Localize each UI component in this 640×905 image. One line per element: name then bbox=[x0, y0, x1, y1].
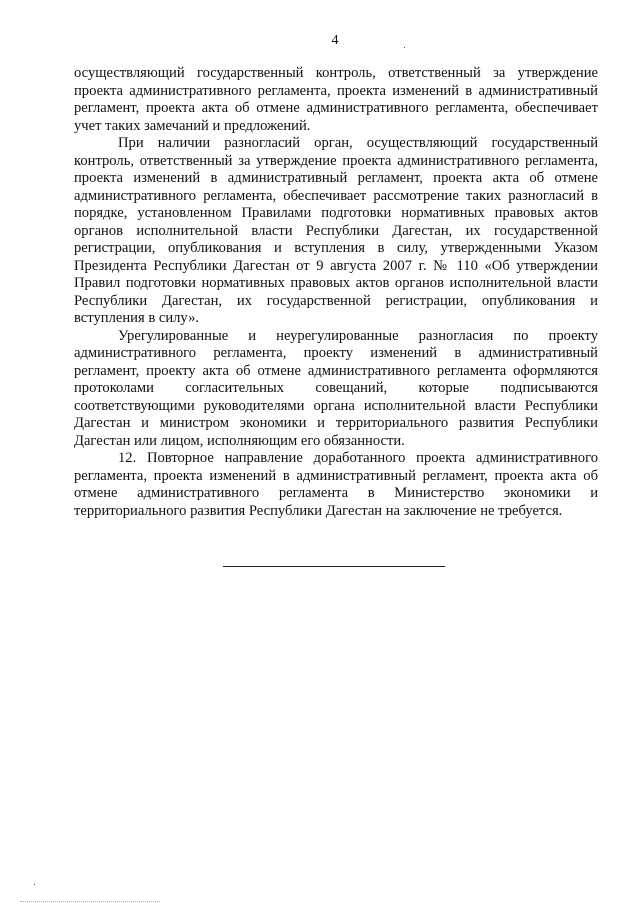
scan-edge-marks bbox=[20, 901, 160, 905]
paragraph-continuation: осуществляющий государственный контроль, ответственный за утверждение проекта административного регламента, проекта изменений в административный регламент, проекта акта об отмене административного регламента, обеспечивает учет таких замечаний и предложений. bbox=[74, 65, 598, 134]
scan-speck bbox=[404, 47, 405, 48]
paragraph-settled-disagreements: Урегулированные и неурегулированные разногласия по проекту административного регламента, проекту изменений в административный регламент, проекту акта об отмене административного регламента оформляются протоколами согласительных совещаний, которые подписываются соответствующими руководителями органа исполнительной власти Республики Дагестан и министром экономики и территориального развития Республики Дагестан или лицом, исполняющим его обязанности. bbox=[74, 327, 598, 449]
paragraph-disagreements: При наличии разногласий орган, осуществляющий государственный контроль, ответственный за утверждение проекта административного регламента, проекта изменений в административный регламент, проекта акта об отмене административного регламента, обеспечивает рассмотрение таких разногласий в порядке, установленном Правилами подготовки нормативных правовых актов органов исполнительной власти Республики Дагестан, их государственной регистрации, опубликования и вступления в силу, утвержденными Указом Президента Республики Дагестан от 9 августа 2007 г. № 110 «Об утверждении Правил подготовки нормативных правовых актов органов исполнительной власти Республики Дагестан, их государственной регистрации, опубликования и вступления в силу». bbox=[74, 135, 598, 326]
scan-speck bbox=[34, 884, 35, 885]
document-body bbox=[74, 65, 598, 520]
end-of-text-rule bbox=[223, 566, 445, 567]
paragraph-item-12: 12. Повторное направление доработанного проекта административного регламента, проекта изменений в административный регламент, проекта акта об отмене административного регламента в Министерство экономики и территориального развития Республики Дагестан на заключение не требуется. bbox=[74, 450, 598, 519]
page-number: 4 bbox=[331, 33, 339, 48]
